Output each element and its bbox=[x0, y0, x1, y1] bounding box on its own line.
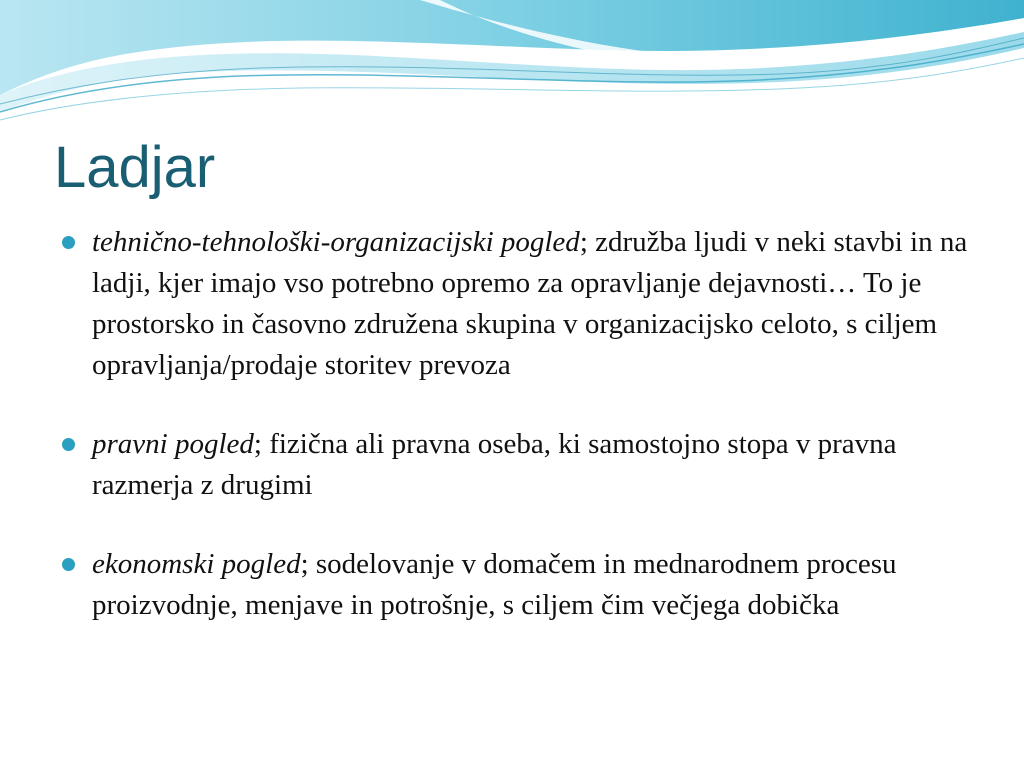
slide-title: Ladjar bbox=[54, 135, 216, 200]
bullet-dot-icon bbox=[62, 438, 75, 451]
bullet-text: ; fizična ali pravna oseba, ki samostojno stopa v pravna razmerja z drugimi bbox=[92, 428, 897, 501]
wave-band-top bbox=[0, 0, 1024, 95]
bullet-term: pravni pogled bbox=[92, 428, 254, 460]
bullet-dot-icon bbox=[62, 558, 75, 571]
bullet-item-economic bbox=[60, 544, 970, 626]
bullet-term: ekonomski pogled bbox=[92, 548, 301, 580]
bullet-text: ; sodelovanje v domačem in mednarodnem procesu proizvodnje, menjave in potrošnje, s ciljem čim večjega dobička bbox=[92, 548, 897, 621]
bullet-text: ; združba ljudi v neki stavbi in na ladji, kjer imajo vso potrebno opremo za opravljanje dejavnosti… To je prostorsko in časovno združena skupina v organizacijsko celoto, s ciljem opravljanja/prodaje storitev prevoza bbox=[92, 226, 968, 381]
bullet-item-legal bbox=[60, 424, 970, 506]
bullet-term: tehnično-tehnološki-organizacijski pogled bbox=[92, 226, 580, 258]
bullet-item-technical bbox=[60, 222, 970, 386]
wave-header-decoration bbox=[0, 0, 1024, 130]
bullet-dot-icon bbox=[62, 236, 75, 249]
bullet-list bbox=[60, 222, 970, 626]
